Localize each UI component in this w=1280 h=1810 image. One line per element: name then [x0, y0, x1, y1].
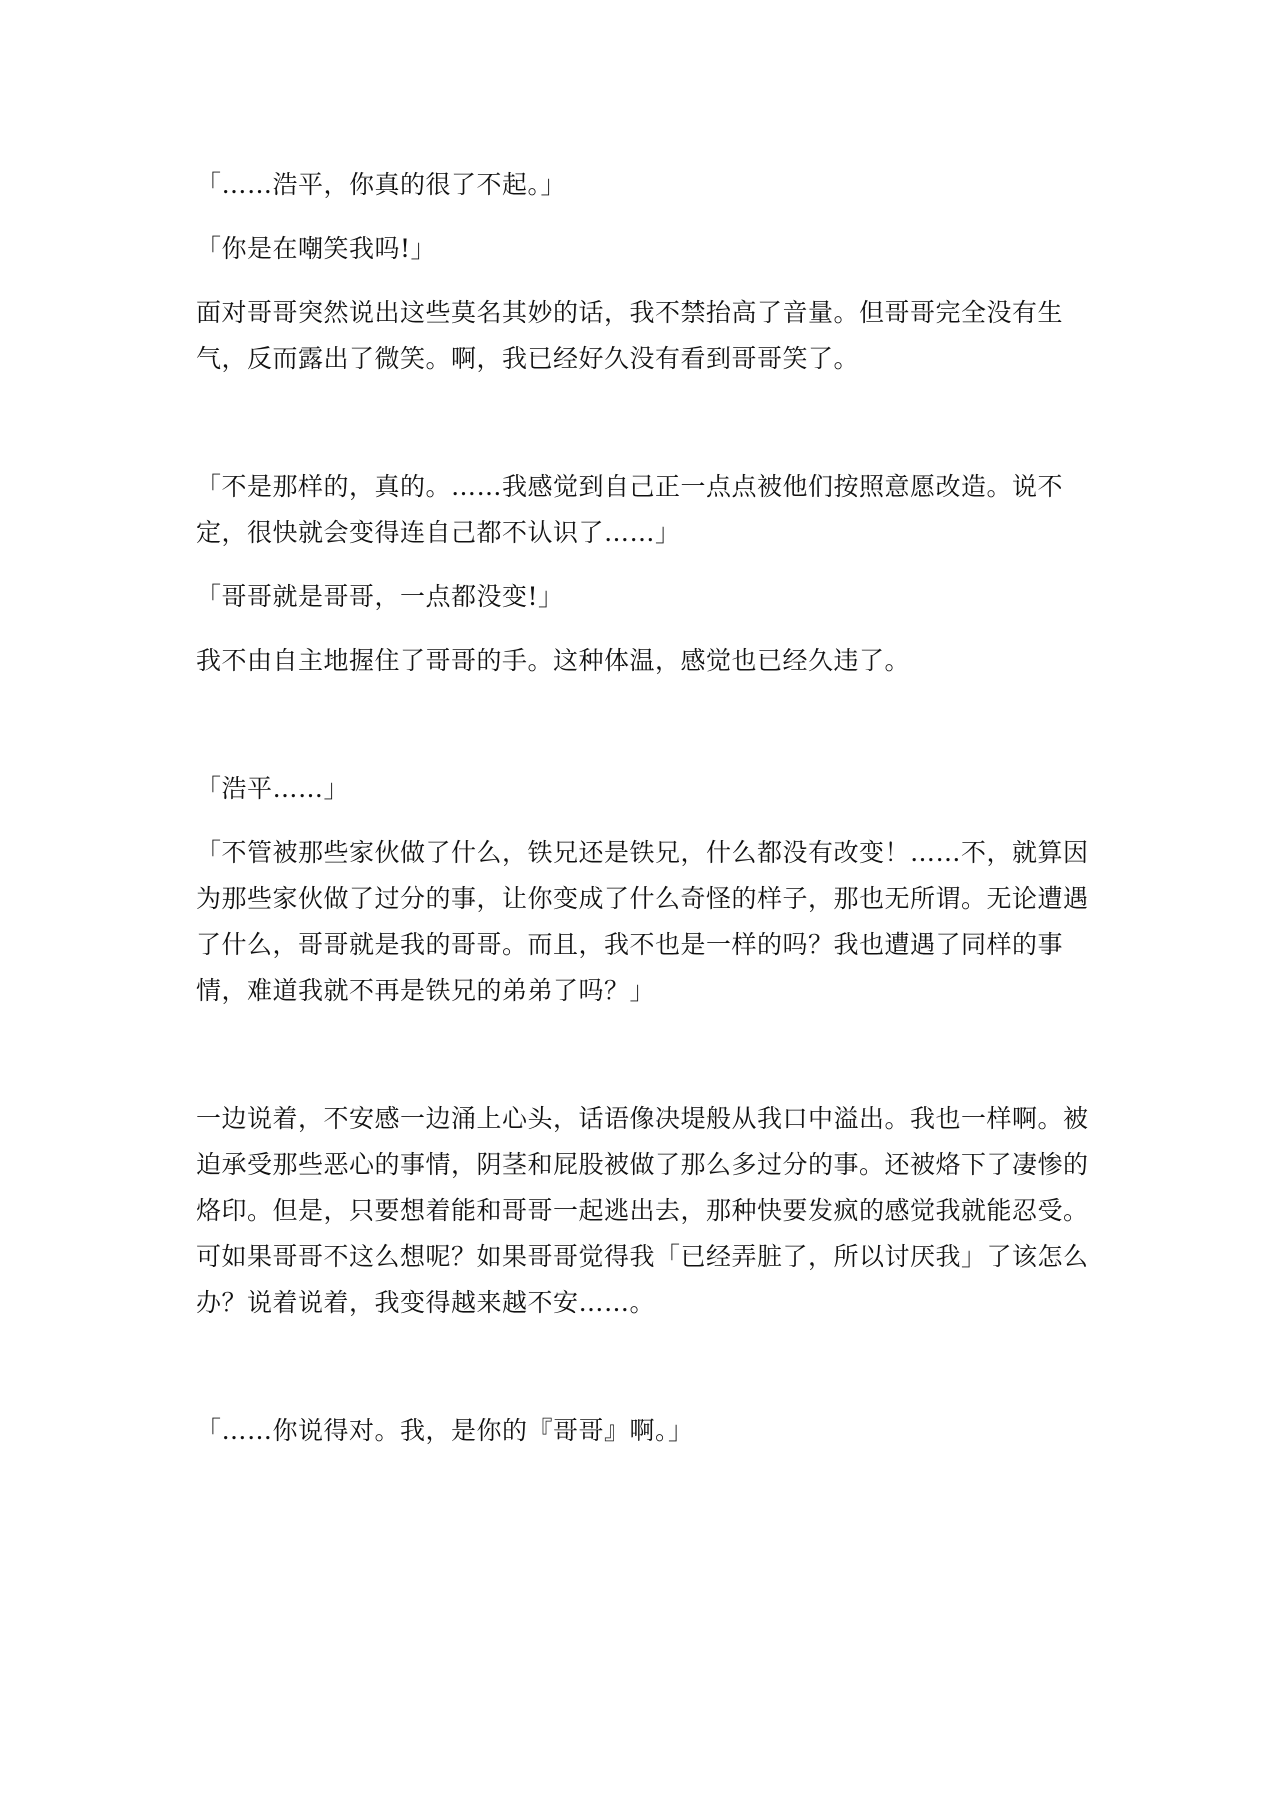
- document-page: [196, 162, 1096, 1454]
- dialogue-line: 「……浩平，你真的很了不起。」: [196, 170, 567, 199]
- narration-paragraph: 一边说着，不安感一边涌上心头，话语像决堤般从我口中溢出。我也一样啊。被迫承受那些恶心的事情，阴茎和屁股被做了那么多过分的事。还被烙下了凄惨的烙印。但是，只要想着能和哥哥一起逃出去，那种快要发疯的感觉我就能忍受。可如果哥哥不这么想呢？如果哥哥觉得我「已经弄脏了，所以讨厌我」了该怎么办？说着说着，我变得越来越不安……。: [196, 1104, 1089, 1317]
- dialogue-line: 「……你说得对。我，是你的『哥哥』啊。」: [196, 1416, 694, 1445]
- narration-paragraph: 我不由自主地握住了哥哥的手。这种体温，感觉也已经久违了。: [196, 646, 911, 675]
- narration-paragraph: 面对哥哥突然说出这些莫名其妙的话，我不禁抬高了音量。但哥哥完全没有生气，反而露出了微笑。啊，我已经好久没有看到哥哥笑了。: [196, 298, 1064, 373]
- dialogue-line: 「哥哥就是哥哥，一点都没变!」: [196, 582, 564, 611]
- dialogue-line: 「你是在嘲笑我吗!」: [196, 234, 437, 263]
- dialogue-line: 「不管被那些家伙做了什么，铁兄还是铁兄，什么都没有改变！……不，就算因为那些家伙做了过分的事，让你变成了什么奇怪的样子，那也无所谓。无论遭遇了什么，哥哥就是我的哥哥。而且，我不也是一样的吗？我也遭遇了同样的事情，难道我就不再是铁兄的弟弟了吗？」: [196, 838, 1089, 1005]
- dialogue-line: 「浩平……」: [196, 774, 350, 803]
- dialogue-line: 「不是那样的，真的。……我感觉到自己正一点点被他们按照意愿改造。说不定，很快就会变得连自己都不认识了……」: [196, 472, 1064, 547]
